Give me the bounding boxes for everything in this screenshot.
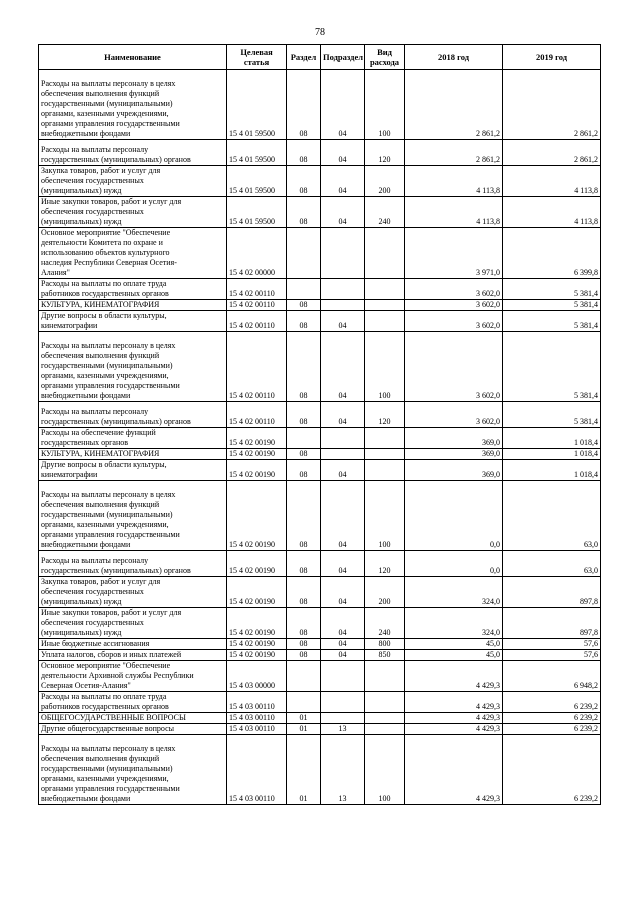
row-expense-type — [365, 692, 405, 713]
row-amount-2018: 3 602,0 — [405, 402, 503, 428]
row-expense-type: 120 — [365, 551, 405, 577]
row-amount-2018: 4 429,3 — [405, 713, 503, 724]
table-row — [39, 577, 601, 608]
row-name: Основное мероприятие "Обеспечение деятельности Архивной службы Республики Северная Осетия-Алания" — [39, 661, 227, 692]
row-name: Иные бюджетные ассигнования — [39, 639, 227, 650]
row-amount-2019: 6 948,2 — [503, 661, 601, 692]
row-subsection — [321, 428, 365, 449]
row-target-article: 15 4 02 00190 — [227, 650, 287, 661]
row-target-article: 15 4 02 00190 — [227, 481, 287, 551]
table-row — [39, 661, 601, 692]
row-name: Закупка товаров, работ и услуг для обеспечения государственных (муниципальных) нужд — [39, 166, 227, 197]
row-name: Расходы на выплаты по оплате труда работников государственных органов — [39, 692, 227, 713]
row-subsection — [321, 449, 365, 460]
row-section: 08 — [287, 402, 321, 428]
row-name: КУЛЬТУРА, КИНЕМАТОГРАФИЯ — [39, 449, 227, 460]
row-amount-2018: 4 429,3 — [405, 724, 503, 735]
row-subsection: 13 — [321, 724, 365, 735]
row-amount-2018: 2 861,2 — [405, 70, 503, 140]
row-subsection: 04 — [321, 166, 365, 197]
row-amount-2019: 6 399,8 — [503, 228, 601, 279]
row-target-article: 15 4 02 00000 — [227, 228, 287, 279]
header-target-article: Целевая статья — [227, 45, 287, 70]
row-amount-2019: 1 018,4 — [503, 460, 601, 481]
table-row — [39, 70, 601, 140]
row-amount-2019: 897,8 — [503, 577, 601, 608]
row-name: Основное мероприятие "Обеспечение деятельности Комитета по охране и использованию объектов культурного наследия Республики Северная Осетия- Алания" — [39, 228, 227, 279]
row-expense-type — [365, 228, 405, 279]
row-amount-2019: 1 018,4 — [503, 428, 601, 449]
row-expense-type: 240 — [365, 197, 405, 228]
row-amount-2018: 4 113,8 — [405, 166, 503, 197]
row-target-article: 15 4 03 00000 — [227, 661, 287, 692]
row-target-article: 15 4 02 00190 — [227, 639, 287, 650]
row-target-article: 15 4 01 59500 — [227, 70, 287, 140]
row-subsection: 04 — [321, 197, 365, 228]
row-section: 08 — [287, 551, 321, 577]
row-amount-2018: 4 113,8 — [405, 197, 503, 228]
row-amount-2018: 3 971,0 — [405, 228, 503, 279]
header-expense-type: Вид расхода — [365, 45, 405, 70]
row-amount-2019: 2 861,2 — [503, 70, 601, 140]
row-expense-type: 100 — [365, 481, 405, 551]
header-section: Раздел — [287, 45, 321, 70]
row-amount-2018: 4 429,3 — [405, 692, 503, 713]
row-section: 08 — [287, 332, 321, 402]
table-row — [39, 449, 601, 460]
row-subsection: 04 — [321, 460, 365, 481]
row-target-article: 15 4 02 00110 — [227, 402, 287, 428]
row-amount-2018: 3 602,0 — [405, 332, 503, 402]
row-amount-2019: 63,0 — [503, 481, 601, 551]
row-subsection: 04 — [321, 402, 365, 428]
row-target-article: 15 4 02 00110 — [227, 332, 287, 402]
row-expense-type — [365, 661, 405, 692]
row-target-article: 15 4 01 59500 — [227, 140, 287, 166]
row-subsection: 04 — [321, 332, 365, 402]
row-subsection: 04 — [321, 577, 365, 608]
table-row — [39, 166, 601, 197]
row-amount-2018: 324,0 — [405, 577, 503, 608]
row-section: 08 — [287, 70, 321, 140]
header-2019: 2019 год — [503, 45, 601, 70]
row-target-article: 15 4 01 59500 — [227, 166, 287, 197]
table-row — [39, 428, 601, 449]
row-expense-type: 100 — [365, 332, 405, 402]
table-header-row — [39, 45, 601, 70]
row-section: 08 — [287, 460, 321, 481]
row-subsection: 04 — [321, 70, 365, 140]
row-target-article: 15 4 03 00110 — [227, 724, 287, 735]
row-name: Расходы на выплаты персоналу государственных (муниципальных) органов — [39, 402, 227, 428]
row-name: Другие вопросы в области культуры, кинематографии — [39, 311, 227, 332]
row-subsection — [321, 661, 365, 692]
table-row — [39, 311, 601, 332]
row-name: Расходы на выплаты персоналу в целях обеспечения выполнения функций государственными (муниципальными) органами, казенными учреждениями, органами управления государственными внебюджетными фондами — [39, 70, 227, 140]
row-expense-type — [365, 279, 405, 300]
page-number: 78 — [315, 27, 325, 38]
row-expense-type: 200 — [365, 166, 405, 197]
row-target-article: 15 4 03 00110 — [227, 692, 287, 713]
row-name: Уплата налогов, сборов и иных платежей — [39, 650, 227, 661]
row-name: Другие вопросы в области культуры, кинематографии — [39, 460, 227, 481]
row-amount-2018: 369,0 — [405, 428, 503, 449]
row-section — [287, 428, 321, 449]
row-amount-2019: 6 239,2 — [503, 735, 601, 805]
table-row — [39, 279, 601, 300]
row-amount-2019: 5 381,4 — [503, 311, 601, 332]
row-subsection: 13 — [321, 735, 365, 805]
row-amount-2018: 0,0 — [405, 481, 503, 551]
row-expense-type — [365, 300, 405, 311]
header-name: Наименование — [39, 45, 227, 70]
table-row — [39, 692, 601, 713]
row-amount-2018: 324,0 — [405, 608, 503, 639]
row-expense-type: 200 — [365, 577, 405, 608]
table-row — [39, 140, 601, 166]
table-row — [39, 228, 601, 279]
row-section: 08 — [287, 639, 321, 650]
table-row — [39, 713, 601, 724]
table-row — [39, 402, 601, 428]
table-row — [39, 639, 601, 650]
row-name: Закупка товаров, работ и услуг для обеспечения государственных (муниципальных) нужд — [39, 577, 227, 608]
row-name: Расходы на выплаты по оплате труда работников государственных органов — [39, 279, 227, 300]
row-expense-type: 240 — [365, 608, 405, 639]
row-amount-2018: 4 429,3 — [405, 661, 503, 692]
row-subsection — [321, 713, 365, 724]
row-name: Расходы на выплаты персоналу в целях обеспечения выполнения функций государственными (муниципальными) органами, казенными учреждениями, органами управления государственными внебюджетными фондами — [39, 481, 227, 551]
row-amount-2019: 6 239,2 — [503, 692, 601, 713]
row-section: 08 — [287, 650, 321, 661]
row-amount-2019: 6 239,2 — [503, 724, 601, 735]
row-name: ОБЩЕГОСУДАРСТВЕННЫЕ ВОПРОСЫ — [39, 713, 227, 724]
row-amount-2018: 3 602,0 — [405, 300, 503, 311]
row-section: 01 — [287, 713, 321, 724]
row-amount-2019: 63,0 — [503, 551, 601, 577]
row-subsection — [321, 692, 365, 713]
row-amount-2019: 2 861,2 — [503, 140, 601, 166]
row-section: 08 — [287, 311, 321, 332]
header-2018: 2018 год — [405, 45, 503, 70]
table-row — [39, 608, 601, 639]
row-amount-2018: 45,0 — [405, 639, 503, 650]
row-amount-2019: 4 113,8 — [503, 197, 601, 228]
row-target-article: 15 4 02 00190 — [227, 551, 287, 577]
row-amount-2018: 45,0 — [405, 650, 503, 661]
row-amount-2019: 5 381,4 — [503, 279, 601, 300]
row-expense-type: 100 — [365, 70, 405, 140]
row-subsection: 04 — [321, 311, 365, 332]
row-target-article: 15 4 01 59500 — [227, 197, 287, 228]
row-name: Расходы на выплаты персоналу государственных (муниципальных) органов — [39, 551, 227, 577]
row-amount-2019: 57,6 — [503, 639, 601, 650]
row-section: 01 — [287, 735, 321, 805]
budget-table — [38, 44, 601, 805]
table-row — [39, 197, 601, 228]
row-section: 08 — [287, 449, 321, 460]
table-row — [39, 735, 601, 805]
row-section — [287, 279, 321, 300]
row-target-article: 15 4 02 00110 — [227, 311, 287, 332]
row-amount-2019: 5 381,4 — [503, 402, 601, 428]
row-amount-2018: 0,0 — [405, 551, 503, 577]
row-subsection — [321, 279, 365, 300]
table-row — [39, 300, 601, 311]
row-target-article: 15 4 03 00110 — [227, 735, 287, 805]
row-amount-2019: 5 381,4 — [503, 300, 601, 311]
row-name: Расходы на выплаты персоналу в целях обеспечения выполнения функций государственными (муниципальными) органами, казенными учреждениями, органами управления государственными внебюджетными фондами — [39, 332, 227, 402]
row-expense-type: 120 — [365, 402, 405, 428]
row-section: 01 — [287, 724, 321, 735]
row-section: 08 — [287, 608, 321, 639]
row-amount-2019: 57,6 — [503, 650, 601, 661]
row-amount-2019: 897,8 — [503, 608, 601, 639]
table-row — [39, 551, 601, 577]
row-expense-type — [365, 713, 405, 724]
row-name: Иные закупки товаров, работ и услуг для обеспечения государственных (муниципальных) нужд — [39, 197, 227, 228]
row-amount-2018: 369,0 — [405, 449, 503, 460]
row-amount-2019: 5 381,4 — [503, 332, 601, 402]
row-section: 08 — [287, 577, 321, 608]
row-section — [287, 661, 321, 692]
row-target-article: 15 4 02 00190 — [227, 428, 287, 449]
row-subsection: 04 — [321, 650, 365, 661]
row-subsection: 04 — [321, 551, 365, 577]
row-amount-2018: 4 429,3 — [405, 735, 503, 805]
row-expense-type — [365, 311, 405, 332]
table-row — [39, 650, 601, 661]
row-expense-type — [365, 428, 405, 449]
header-subsection: Подраздел — [321, 45, 365, 70]
row-name: Другие общегосударственные вопросы — [39, 724, 227, 735]
row-target-article: 15 4 02 00190 — [227, 577, 287, 608]
row-amount-2018: 369,0 — [405, 460, 503, 481]
row-subsection — [321, 300, 365, 311]
row-section: 08 — [287, 300, 321, 311]
row-amount-2019: 1 018,4 — [503, 449, 601, 460]
row-expense-type: 800 — [365, 639, 405, 650]
row-section: 08 — [287, 166, 321, 197]
table-row — [39, 724, 601, 735]
row-expense-type: 120 — [365, 140, 405, 166]
row-target-article: 15 4 02 00190 — [227, 449, 287, 460]
row-subsection: 04 — [321, 140, 365, 166]
row-amount-2019: 4 113,8 — [503, 166, 601, 197]
row-expense-type — [365, 460, 405, 481]
row-target-article: 15 4 02 00110 — [227, 279, 287, 300]
row-subsection — [321, 228, 365, 279]
row-expense-type: 100 — [365, 735, 405, 805]
table-row — [39, 332, 601, 402]
row-target-article: 15 4 03 00110 — [227, 713, 287, 724]
row-expense-type: 850 — [365, 650, 405, 661]
row-expense-type — [365, 724, 405, 735]
row-expense-type — [365, 449, 405, 460]
row-target-article: 15 4 02 00190 — [227, 608, 287, 639]
table-row — [39, 481, 601, 551]
row-target-article: 15 4 02 00190 — [227, 460, 287, 481]
row-subsection: 04 — [321, 639, 365, 650]
row-amount-2018: 3 602,0 — [405, 279, 503, 300]
row-section: 08 — [287, 197, 321, 228]
row-section — [287, 228, 321, 279]
row-name: Иные закупки товаров, работ и услуг для обеспечения государственных (муниципальных) нужд — [39, 608, 227, 639]
row-amount-2018: 2 861,2 — [405, 140, 503, 166]
row-name: Расходы на выплаты персоналу государственных (муниципальных) органов — [39, 140, 227, 166]
row-amount-2019: 6 239,2 — [503, 713, 601, 724]
row-subsection: 04 — [321, 481, 365, 551]
row-name: Расходы на выплаты персоналу в целях обеспечения выполнения функций государственными (муниципальными) органами, казенными учреждениями, органами управления государственными внебюджетными фондами — [39, 735, 227, 805]
row-subsection: 04 — [321, 608, 365, 639]
row-target-article: 15 4 02 00110 — [227, 300, 287, 311]
table-row — [39, 460, 601, 481]
row-name: Расходы на обеспечение функций государственных органов — [39, 428, 227, 449]
row-section — [287, 692, 321, 713]
row-amount-2018: 3 602,0 — [405, 311, 503, 332]
row-section: 08 — [287, 140, 321, 166]
row-name: КУЛЬТУРА, КИНЕМАТОГРАФИЯ — [39, 300, 227, 311]
row-section: 08 — [287, 481, 321, 551]
